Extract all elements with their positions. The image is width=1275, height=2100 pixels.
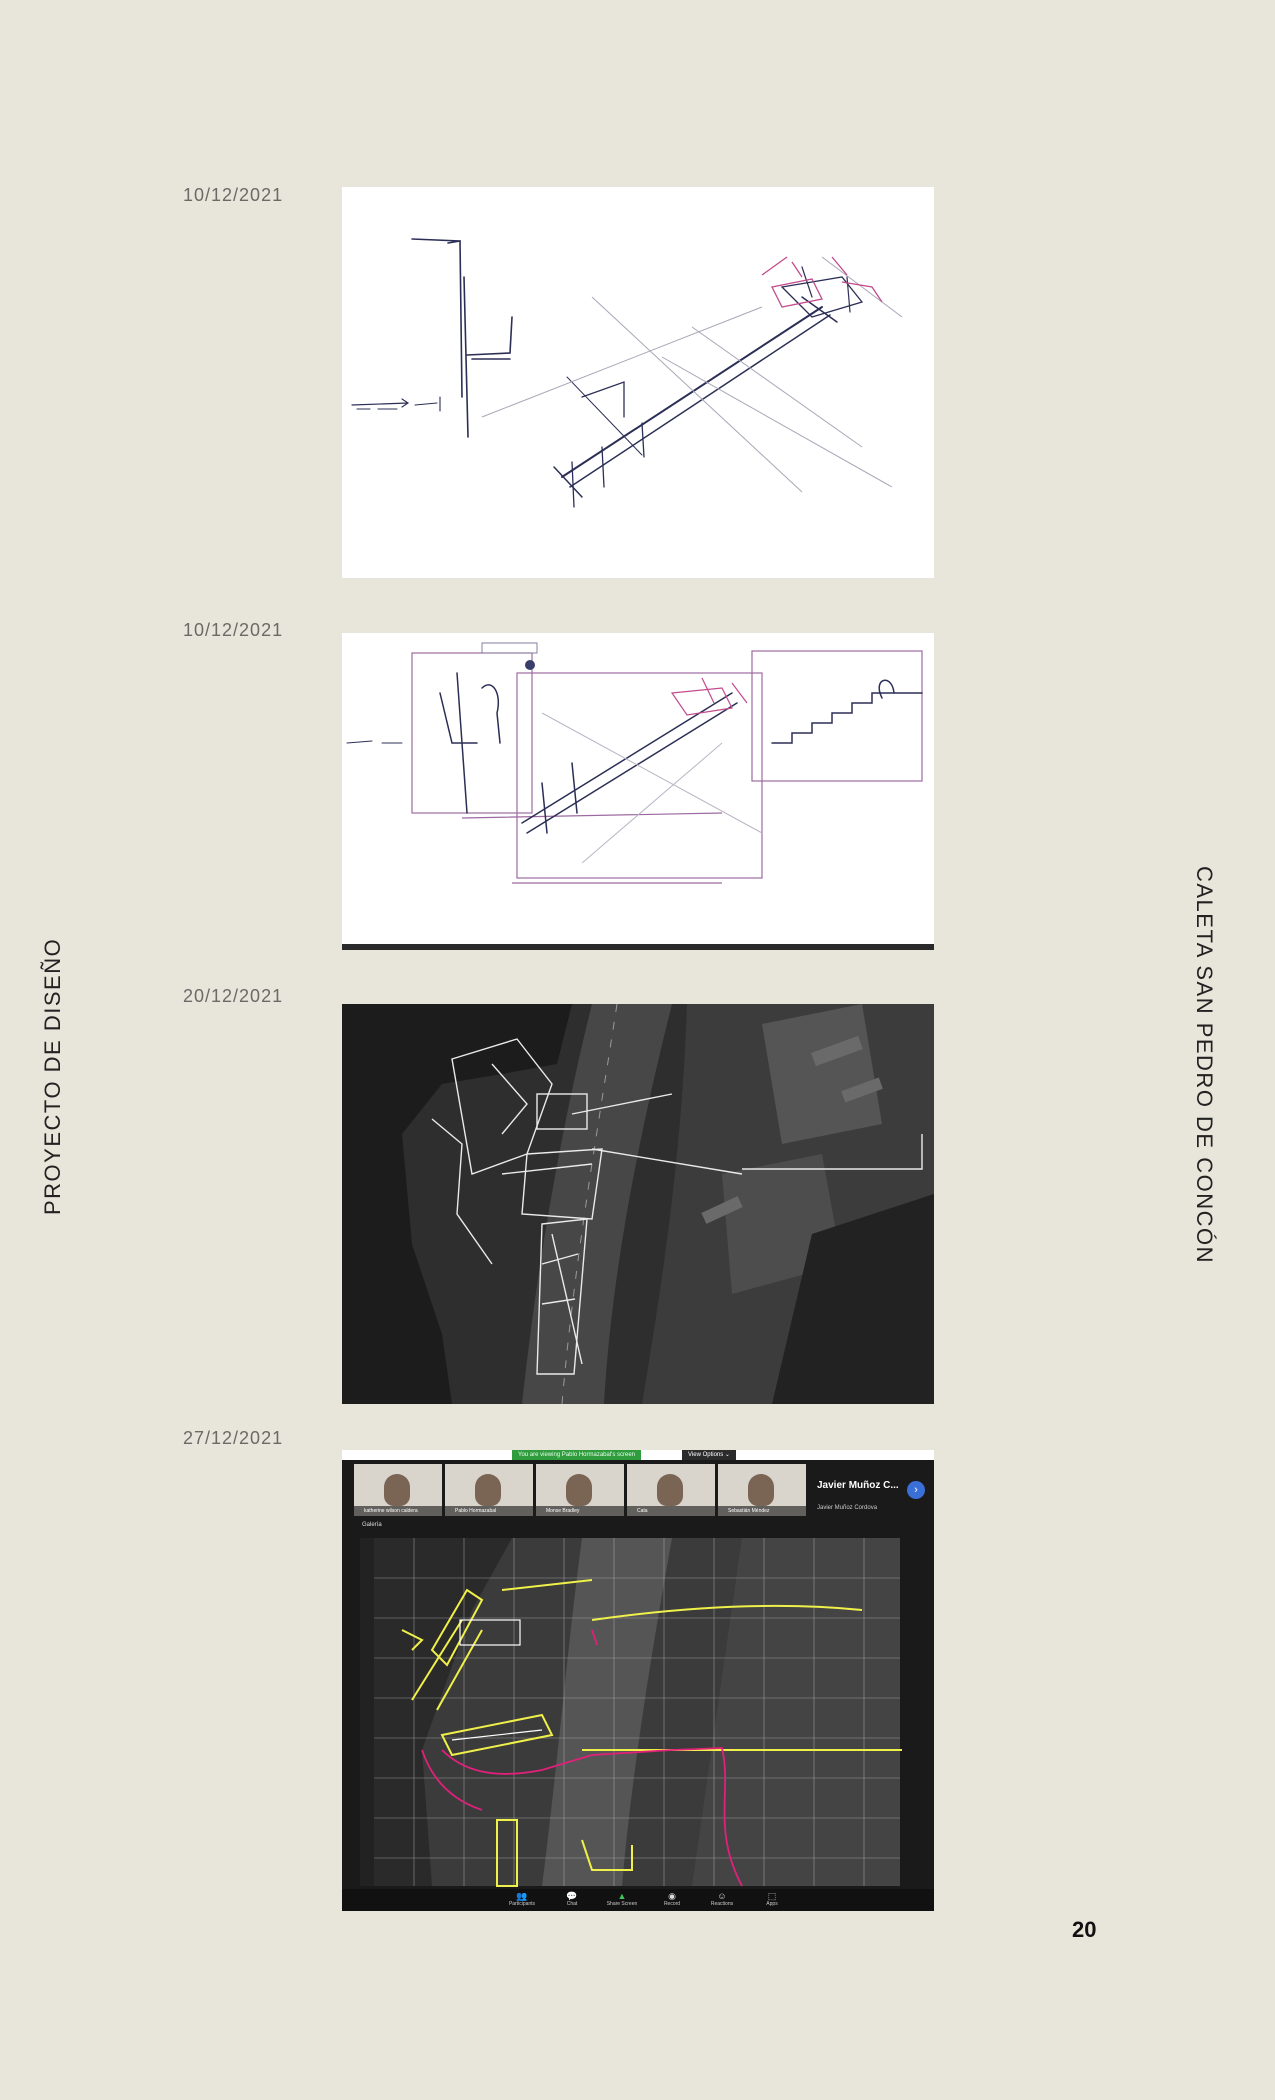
side-title-right: CALETA SAN PEDRO DE CONCÓN [1192, 866, 1217, 1264]
reactions-button[interactable] [702, 1891, 742, 1907]
view-options-button[interactable]: View Options ⌄ [682, 1450, 736, 1460]
participant-name: Sebastián Méndez [718, 1506, 806, 1516]
chat-button[interactable] [552, 1891, 592, 1907]
entry-date-2: 10/12/2021 [183, 620, 284, 640]
record-label: Record [663, 1901, 681, 1907]
aerial-photo [342, 1004, 934, 1404]
apps-button[interactable] [752, 1891, 792, 1907]
participant-thumb-5[interactable] [718, 1464, 806, 1516]
zoom-screenshot [342, 1450, 934, 1911]
participant-name: katherine wilson caldera [354, 1506, 442, 1516]
gallery-tab[interactable]: Galería [362, 1522, 382, 1528]
participant-thumb-1[interactable] [354, 1464, 442, 1516]
participant-name: Pablo Hormazabal [445, 1506, 533, 1516]
sketch-1-drawing [342, 187, 934, 578]
entry-date-3: 20/12/2021 [183, 986, 284, 1006]
host-sub-name: Javier Muñoz Cordova [817, 1505, 878, 1511]
zoom-toolbar [342, 1889, 934, 1911]
participant-name: Cata [627, 1506, 715, 1516]
avatar [657, 1474, 683, 1506]
entry-date-1: 10/12/2021 [183, 185, 284, 205]
host-name: Javier Muñoz C... [817, 1480, 899, 1491]
chat-label: Chat [566, 1901, 578, 1907]
participant-thumb-4[interactable] [627, 1464, 715, 1516]
record-button[interactable] [652, 1891, 692, 1907]
apps-icon: ⬚ [767, 1891, 777, 1901]
avatar [566, 1474, 592, 1506]
entry-date-4: 27/12/2021 [183, 1428, 284, 1448]
participant-thumb-3[interactable] [536, 1464, 624, 1516]
record-icon: ◉ [668, 1891, 676, 1901]
participant-thumb-2[interactable] [445, 1464, 533, 1516]
reactions-icon: ☺ [717, 1891, 727, 1901]
apps-label: Apps [766, 1901, 778, 1907]
side-title-left: PROYECTO DE DISEÑO [40, 937, 65, 1215]
reactions-label: Reactions [710, 1901, 734, 1907]
sketch-2-drawing [342, 633, 934, 950]
chat-icon: 💬 [566, 1891, 578, 1901]
avatar [748, 1474, 774, 1506]
participant-name: Monse Bradley [536, 1506, 624, 1516]
aerial-photo-drawing [342, 1004, 934, 1404]
share-screen-label: Share Screen [606, 1901, 638, 1907]
share-screen-button[interactable] [602, 1891, 642, 1907]
participants-icon: 👥 [516, 1891, 528, 1901]
shared-screen-drawing [342, 1450, 934, 1911]
screen-share-banner: You are viewing Pablo Hormazabal's screen [512, 1450, 641, 1460]
participants-button[interactable] [502, 1891, 542, 1907]
avatar [384, 1474, 410, 1506]
participants-label: Participants [508, 1901, 536, 1907]
next-page-button[interactable]: › [907, 1481, 925, 1499]
share-screen-icon: ▲ [617, 1891, 627, 1901]
avatar [475, 1474, 501, 1506]
page-number: 20 [1072, 1917, 1097, 1942]
sketch-1 [342, 187, 934, 578]
sketch-2 [342, 633, 934, 950]
